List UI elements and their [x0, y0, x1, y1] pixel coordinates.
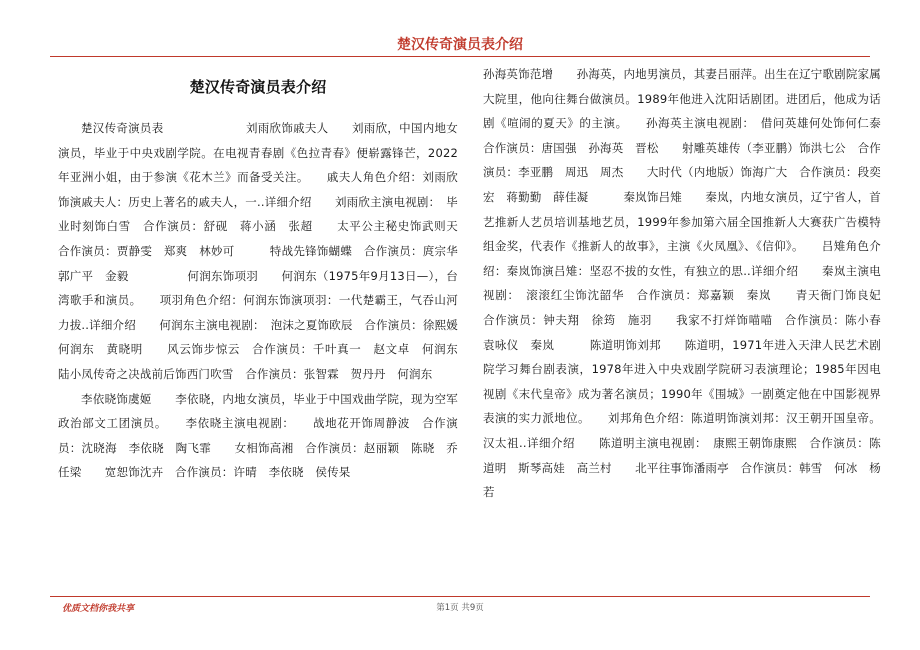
- page-number: 第1页 共9页: [436, 603, 484, 613]
- document-title: 楚汉传奇演员表介绍: [189, 78, 327, 96]
- paragraph: 李依晓饰虞姬 李依晓，内地女演员，毕业于中国戏曲学院，现为空军政治部文工团演员。 李依晓主演电视剧： 战地花开饰周静波 合作演员：沈晓海 李依晓 陶飞霏 女相饰高湘 合作演员：赵丽颖 陈晓 乔任梁 宽恕饰沈卉 合作演员：许晴 李依晓 侯传杲: [58, 391, 458, 480]
- footer-slogan: 优质文档你我共享: [62, 604, 135, 614]
- footer-divider: [50, 596, 870, 597]
- page-header-title: 楚汉传奇演员表介绍: [397, 37, 523, 53]
- header-divider: [50, 56, 870, 57]
- left-column: [58, 62, 482, 485]
- paragraph: 楚汉传奇演员表 刘雨欣饰戚夫人 刘雨欣，中国内地女演员，毕业于中央戏剧学院。在电视青春剧《色拉青春》便崭露锋芒，2022年亚洲小姐，由于参演《花木兰》而备受关注。 戚夫人角色介绍：刘雨欣饰演戚夫人：历史上著名的戚夫人，一..详细介绍 刘雨欣主演电视剧： 毕业时刻饰白雪 合作演员：舒砚 蒋小涵 张超 太平公主秘史饰武则天 合作演员：贾静雯 郑爽 林妙可 特战先锋饰蝴蝶 合作演员：庹宗华 郭广平 金毅 何润东饰项羽 何润东（1975年9月13日—），台湾歌手和演员。 项羽角色介绍：何润东饰演项羽：一代楚霸王，气吞山河力拔..详细介绍 何润东主演电视剧： 泡沫之夏饰欧辰 合作演员：徐熙媛 何润东 黄晓明 风云饰步惊云 合作演员：千叶真一 赵文卓 何润东 陆小凤传奇之决战前后饰西门吹雪 合作演员：张智霖 贺丹丹 何润东: [58, 121, 482, 381]
- right-column: [483, 62, 893, 505]
- paragraph: 孙海英饰范增 孙海英，内地男演员，其妻吕丽萍。出生在辽宁歌剧院家属大院里，他向往舞台做演员。1989年他进入沈阳话剧团。进团后，他成为话剧《喧闹的夏天》的主演。 孙海英主演电视剧： 借问英雄何处饰何仁泰 合作演员：唐国强 孙海英 晋松 射雕英雄传（李亚鹏）饰洪七公 合作演员：李亚鹏 周迅 周杰 大时代（内地版）饰海广大 合作演员：段奕宏 蒋勤勤 薛佳凝 秦岚饰吕雉 秦岚，内地女演员，辽宁省人，首艺推新人艺员培训基地艺员，1999年参加第六届全国推新人大赛获广告模特组金奖，代表作《推新人的故事》，主演《火凤凰》、《信仰》。 吕雉角色介绍：秦岚饰演吕雉：坚忍不拔的女性，有独立的思..详细介绍 秦岚主演电视剧： 滚滚红尘饰沈韶华 合作演员：郑嘉颖 秦岚 青天衙门饰良妃 合作演员：钟夫翔 徐筠 施羽 我家不打烊饰喵喵 合作演员：陈小春 袁咏仪 秦岚 陈道明饰刘邦 陈道明，1971年进入天津人民艺术剧院学习舞台剧表演，1978年进入中央戏剧学院研习表演理论；1985年因电视剧《末代皇帝》成为著名演员；1990年《围城》一剧奠定他在中国影视界表演的实力派地位。 刘邦角色介绍：陈道明饰演刘邦：汉王朝开国皇帝。汉太祖..详细介绍 陈道明主演电视剧： 康熙王朝饰康熙 合作演员：陈道明 斯琴高娃 高兰村 北平往事饰潘雨亭 合作演员：韩雪 何冰 杨若: [483, 67, 893, 500]
